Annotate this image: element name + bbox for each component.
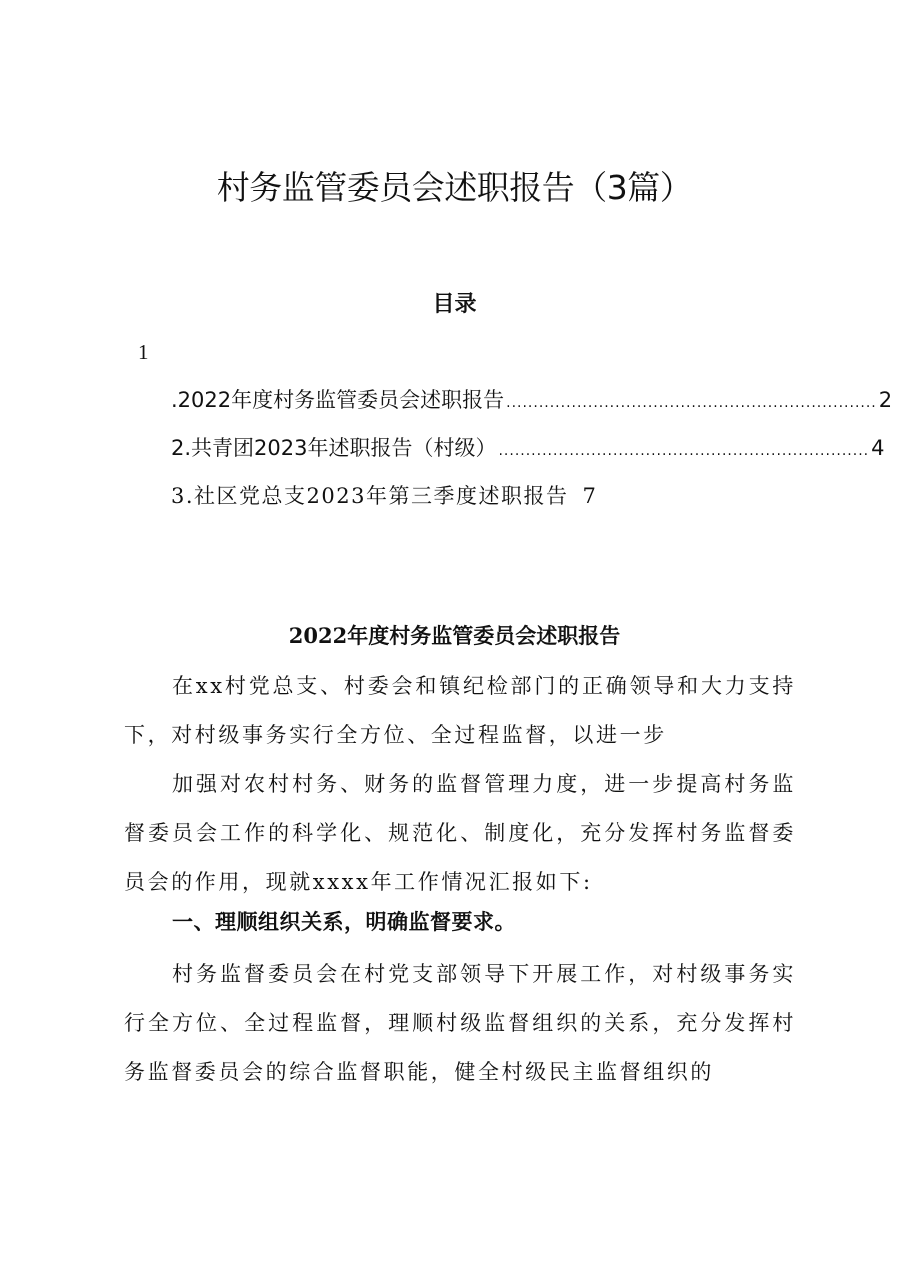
toc-entry[interactable]	[171, 480, 597, 510]
document-title: 村务监管委员会述职报告（3篇）	[216, 168, 693, 207]
toc-entry-page: 7	[582, 484, 598, 508]
body-paragraph: 加强对农村村务、财务的监督管理力度，进一步提高村务监督委员会工作的科学化、规范化、制度化，充分发挥村务监督委员会的作用，现就xxxx年工作情况汇报如下:	[124, 772, 796, 894]
toc-entry-text: 3.社区党总支2023年第三季度述职报告	[171, 484, 569, 508]
toc-entry-page: 4	[871, 436, 885, 460]
toc-page-number: 1	[138, 340, 149, 364]
toc-entry[interactable]	[171, 384, 893, 414]
body-paragraph: 村务监督委员会在村党支部领导下开展工作，对村级事务实行全方位、全过程监督，理顺村级监督组织的关系，充分发挥村务监督委员会的综合监督职能，健全村级民主监督组织的	[124, 962, 796, 1084]
body-paragraph: 在xx村党总支、村委会和镇纪检部门的正确领导和大力支持下，对村级事务实行全方位、全过程监督，以进一步	[124, 674, 796, 747]
toc-entry-page: 2	[878, 388, 893, 412]
toc-leader-dots: ....................................................................	[498, 443, 870, 459]
section-subheading: 一、理顺组织关系，明确监督要求。	[172, 910, 516, 934]
toc-entry-text: 2.共青团2023年述职报告（村级）	[171, 436, 497, 460]
toc-entry-text: .2022年度村务监管委员会述职报告	[171, 388, 505, 412]
toc-heading: 目录	[432, 292, 477, 317]
section-title: 2022年度村务监管委员会述职报告	[288, 623, 621, 648]
toc-entry[interactable]	[171, 432, 885, 462]
toc-leader-dots: ....................................................................	[506, 395, 877, 411]
